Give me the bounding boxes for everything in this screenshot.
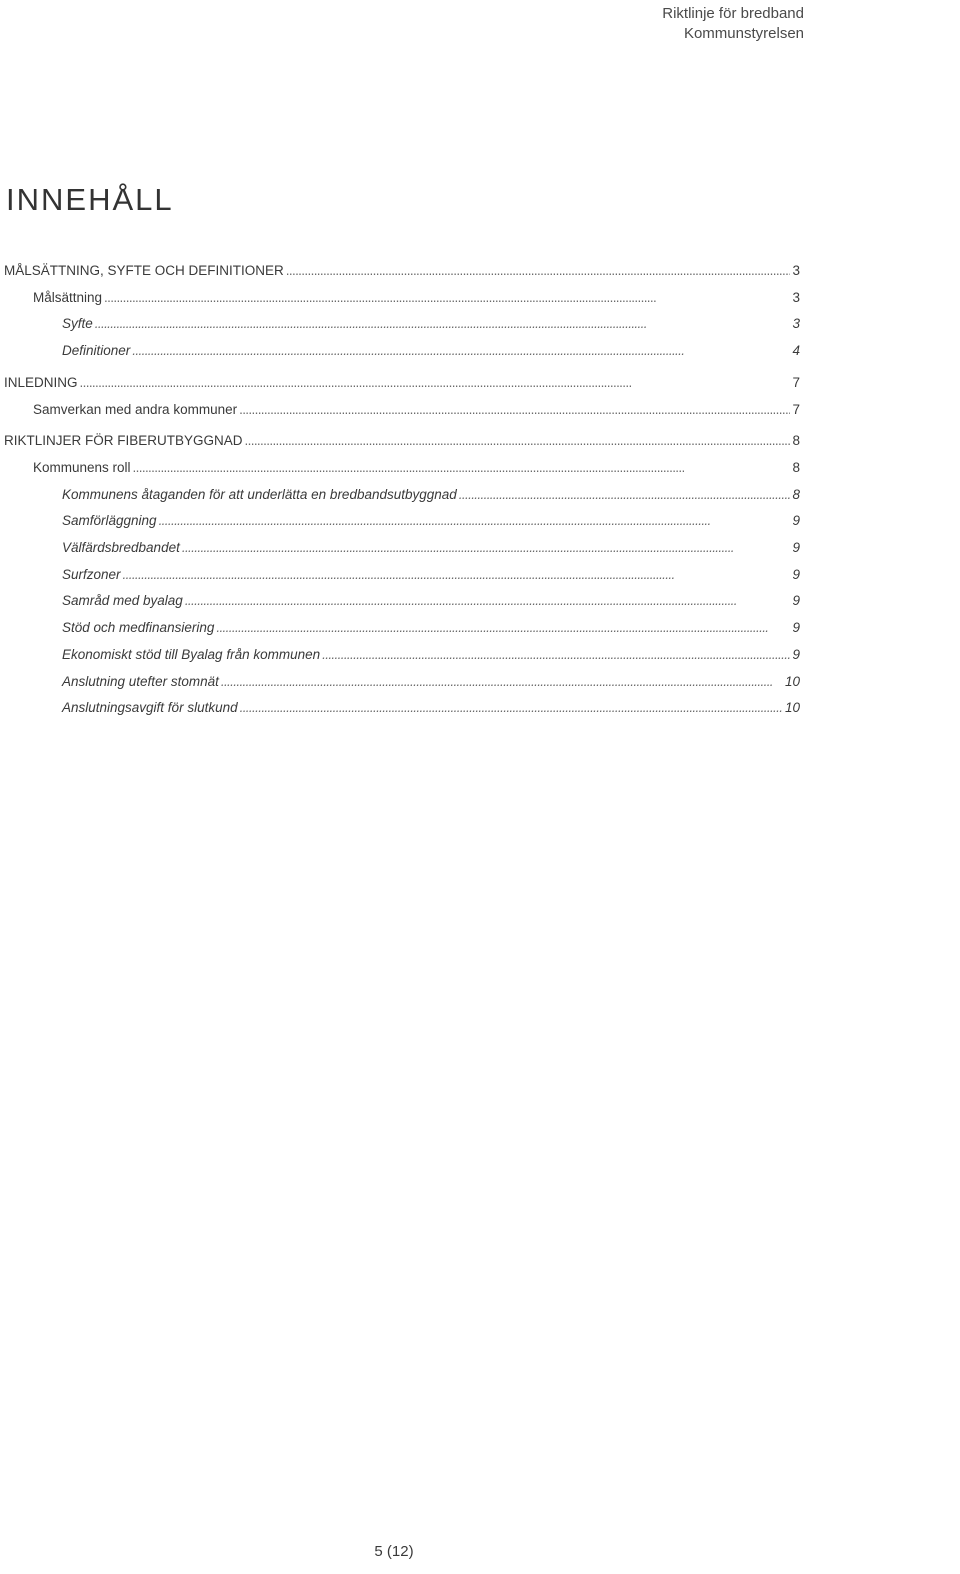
toc-entry-text: Stöd och medfinansiering bbox=[62, 620, 215, 636]
toc-entry[interactable] bbox=[0, 535, 800, 562]
toc-entry[interactable] bbox=[0, 285, 800, 312]
page-title: INNEHÅLL bbox=[6, 182, 174, 217]
toc-entry[interactable] bbox=[0, 370, 800, 397]
toc-dot-leader bbox=[123, 562, 790, 589]
toc-entry-page: 9 bbox=[792, 646, 800, 662]
toc-dot-leader bbox=[221, 669, 783, 696]
toc-entry-page: 10 bbox=[784, 673, 800, 689]
toc-entry-text: Syfte bbox=[62, 316, 93, 332]
toc-entry-text: INLEDNING bbox=[4, 374, 78, 390]
toc-entry-text: Samråd med byalag bbox=[62, 593, 183, 609]
toc-entry[interactable] bbox=[0, 642, 800, 669]
toc-entry[interactable] bbox=[0, 428, 800, 455]
toc-dot-leader bbox=[182, 535, 790, 562]
toc-entry-text: Samverkan med andra kommuner bbox=[33, 401, 238, 417]
header-department: Kommunstyrelsen bbox=[683, 25, 804, 42]
toc-entry-page: 8 bbox=[792, 486, 800, 502]
toc-entry[interactable] bbox=[0, 311, 800, 338]
toc-entry-text: RIKTLINJER FÖR FIBERUTBYGGNAD bbox=[4, 433, 243, 449]
toc-entry-text: Anslutning utefter stomnät bbox=[62, 673, 219, 689]
toc-entry-page: 3 bbox=[792, 289, 800, 305]
toc-dot-leader bbox=[132, 338, 790, 365]
toc-dot-leader bbox=[95, 311, 790, 338]
toc-dot-leader bbox=[322, 642, 790, 669]
toc-entry-text: Anslutningsavgift för slutkund bbox=[62, 700, 238, 716]
toc-entry[interactable] bbox=[0, 455, 800, 482]
toc-entry-page: 9 bbox=[792, 620, 800, 636]
toc-entry-page: 8 bbox=[792, 459, 800, 475]
toc-entry[interactable] bbox=[0, 508, 800, 535]
toc-entry-text: MÅLSÄTTNING, SYFTE OCH DEFINITIONER bbox=[4, 263, 284, 278]
header-document-title: Riktlinje för bredband bbox=[662, 5, 804, 22]
toc-entry[interactable] bbox=[0, 588, 800, 615]
toc-entry-page: 9 bbox=[792, 593, 800, 609]
toc-entry[interactable] bbox=[0, 669, 800, 696]
toc-entry-text: Målsättning bbox=[33, 289, 103, 305]
toc-entry-page: 8 bbox=[792, 433, 800, 449]
toc-entry-page: 9 bbox=[792, 540, 800, 556]
toc-dot-leader bbox=[159, 508, 790, 535]
toc-entry-text: Surfzoner bbox=[62, 566, 121, 582]
toc-entry[interactable] bbox=[0, 258, 800, 285]
toc-dot-leader bbox=[185, 588, 790, 615]
toc-entry-text: Välfärdsbredbandet bbox=[62, 540, 180, 556]
toc-entry-text: Ekonomiskt stöd till Byalag från kommunen bbox=[62, 646, 321, 662]
toc-dot-leader bbox=[459, 482, 790, 509]
toc-entry-page: 3 bbox=[792, 316, 800, 332]
table-of-contents bbox=[0, 258, 800, 722]
toc-dot-leader bbox=[245, 428, 790, 455]
toc-entry-page: 9 bbox=[792, 513, 800, 529]
toc-entry[interactable] bbox=[0, 695, 800, 722]
toc-entry-page: 4 bbox=[792, 343, 800, 359]
page-number: 5 (12) bbox=[374, 1543, 414, 1560]
toc-dot-leader bbox=[104, 285, 790, 312]
toc-dot-leader bbox=[216, 615, 790, 642]
toc-dot-leader bbox=[80, 370, 790, 397]
toc-entry-text: Kommunens åtaganden för att underlätta en bredbandsutbyggnad bbox=[62, 486, 457, 502]
document-header bbox=[662, 4, 804, 44]
toc-entry-page: 9 bbox=[792, 566, 800, 582]
toc-dot-leader bbox=[239, 397, 790, 424]
toc-entry-page: 3 bbox=[792, 263, 800, 278]
toc-entry-page: 7 bbox=[792, 401, 800, 417]
toc-dot-leader bbox=[133, 455, 790, 482]
toc-dot-leader bbox=[286, 258, 790, 285]
toc-entry-page: 7 bbox=[792, 374, 800, 390]
toc-entry[interactable] bbox=[0, 397, 800, 424]
toc-entry-text: Kommunens roll bbox=[33, 459, 131, 475]
toc-entry-text: Definitioner bbox=[62, 343, 131, 359]
toc-entry[interactable] bbox=[0, 562, 800, 589]
toc-entry-page: 10 bbox=[784, 700, 800, 716]
toc-entry[interactable] bbox=[0, 615, 800, 642]
toc-entry[interactable] bbox=[0, 338, 800, 365]
toc-entry[interactable] bbox=[0, 482, 800, 509]
toc-dot-leader bbox=[240, 695, 783, 722]
toc-entry-text: Samförläggning bbox=[62, 513, 157, 529]
